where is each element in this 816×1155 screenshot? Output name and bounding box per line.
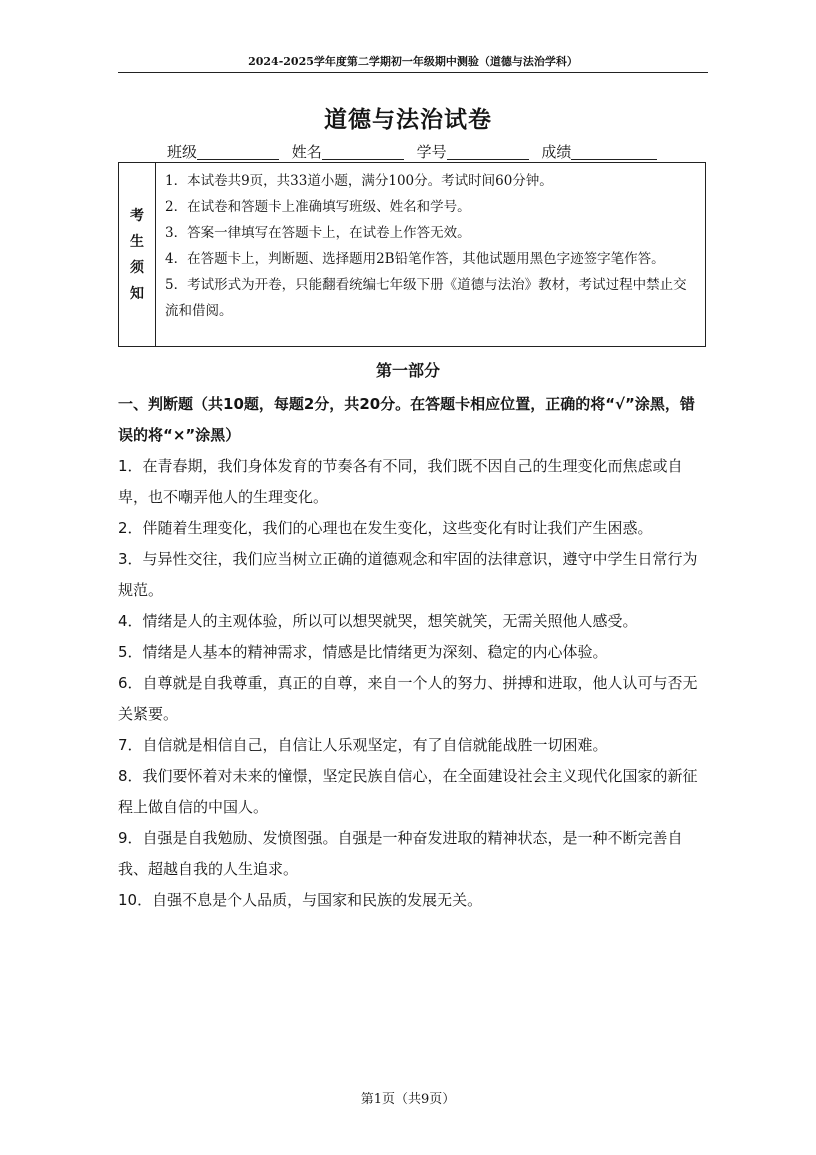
question-heading: 一、判断题（共10题，每题2分，共20分。在答题卡相应位置，正确的将“√”涂黑，错误的将“×”涂黑） [118,395,695,444]
section-title: 第一部分 [375,361,440,380]
question-item: 1．在青春期，我们身体发育的节奏各有不同，我们既不因自己的生理变化而焦虑或自卑，也不嘲弄他人的生理变化。 [118,457,683,506]
name-blank [322,143,404,160]
question-item: 9．自强是自我勉励、发愤图强。自强是一种奋发进取的精神状态，是一种不断完善自我、超越自我的人生追求。 [118,829,683,878]
question-item: 10．自强不息是个人品质，与国家和民族的发展无关。 [118,891,483,909]
score-blank [571,143,657,160]
id-label: 学号 [416,143,447,161]
exam-header: 2024-2025学年度第二学期初一年级期中测验（道德与法治学科） [248,55,578,68]
question-item: 7．自信就是相信自己，自信让人乐观坚定，有了自信就能战胜一切困难。 [118,736,608,754]
notice-label-char: 生 [130,233,144,250]
question-list [118,451,708,916]
question-item: 2．伴随着生理变化，我们的心理也在发生变化，这些变化有时让我们产生困惑。 [118,519,653,537]
question-item: 3．与异性交往，我们应当树立正确的道德观念和牢固的法律意识，遵守中学生日常行为规范。 [118,550,698,599]
question-item: 6．自尊就是自我尊重，真正的自尊，来自一个人的努力、拼搏和进取，他人认可与否无关紧要。 [118,674,698,723]
name-label: 姓名 [291,143,322,161]
id-blank [447,143,529,160]
page-footer: 第1页（共9页） [360,1092,456,1107]
class-blank [197,143,279,160]
class-label: 班级 [167,143,198,161]
student-info-line [167,141,707,162]
notice-item: 1．本试卷共9页，共33道小题，满分100分。考试时间60分钟。 [165,173,553,189]
paper-title: 道德与法治试卷 [324,107,492,133]
notice-item: 3．答案一律填写在答题卡上，在试卷上作答无效。 [165,225,471,241]
header-rule [118,72,708,73]
question-item: 4．情绪是人的主观体验，所以可以想哭就哭，想笑就笑，无需关照他人感受。 [118,612,638,630]
question-item: 5．情绪是人基本的精神需求，情感是比情绪更为深刻、稳定的内心体验。 [118,643,608,661]
notice-item: 2．在试卷和答题卡上准确填写班级、姓名和学号。 [165,199,471,215]
notice-label [119,163,156,346]
notice-items [165,168,699,324]
notice-label-char: 知 [130,285,144,302]
question-item: 8．我们要怀着对未来的憧憬，坚定民族自信心，在全面建设社会主义现代化国家的新征程上做自信的中国人。 [118,767,698,816]
exam-notice-box [118,162,706,347]
notice-item: 4．在答题卡上，判断题、选择题用2B铅笔作答，其他试题用黑色字迹签字笔作答。 [165,251,665,267]
notice-item: 5．考试形式为开卷，只能翻看统编七年级下册《道德与法治》教材，考试过程中禁止交流和借阅。 [165,277,687,319]
notice-label-char: 考 [130,207,144,224]
score-label: 成绩 [541,143,572,161]
notice-label-char: 须 [130,259,144,276]
